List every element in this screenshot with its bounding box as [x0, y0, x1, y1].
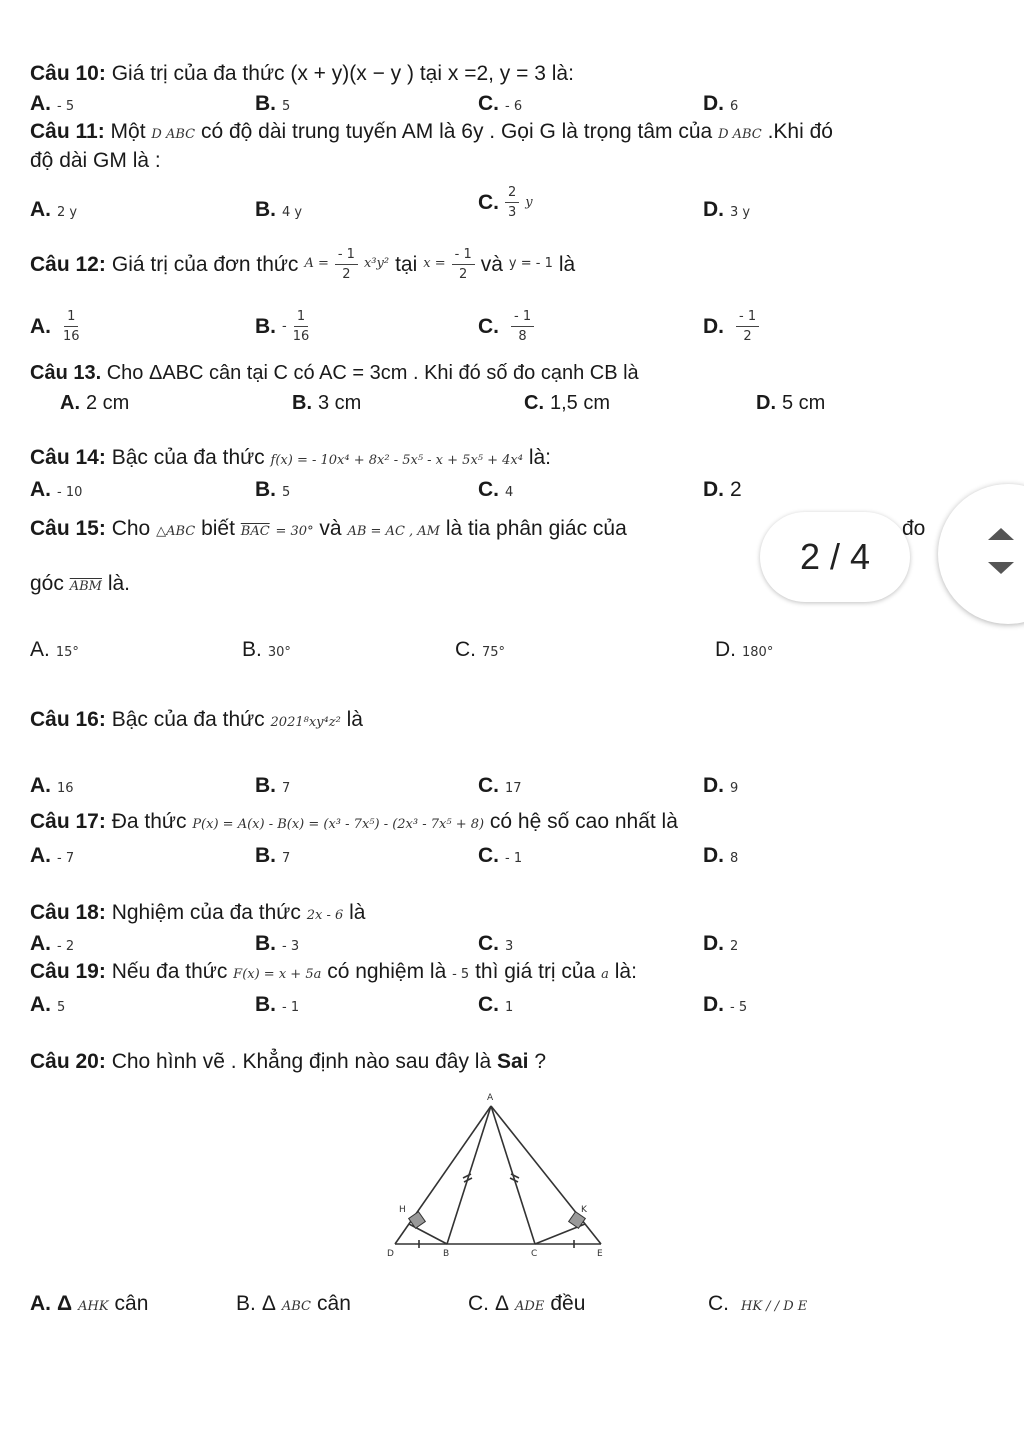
- label-k: K: [581, 1205, 587, 1215]
- q12-option-d[interactable]: D. $\frac{- 1}{2}$: [703, 310, 759, 343]
- q19-option-b[interactable]: B. - 1: [255, 993, 300, 1016]
- q13-label: Câu 13.: [30, 362, 102, 384]
- q12-label: Câu 12:: [30, 252, 106, 276]
- q13-option-c[interactable]: C. 1,5 cm: [524, 392, 611, 414]
- q11-label: Câu 11:: [30, 120, 105, 143]
- page-scroll-control[interactable]: [938, 484, 1024, 624]
- triangle-down-icon[interactable]: [988, 562, 1014, 574]
- q14-line: Câu 14: Bậc của đa thức f(x) = - 10x⁴ + 8x² - 5x⁵ - x + 5x⁵ + 4x⁴ là:: [30, 446, 551, 469]
- q16-line: Câu 16: Bậc của đa thức 2021⁸xy⁴z² là: [30, 708, 363, 731]
- q13-line: Câu 13. Cho ΔABC cân tại C có AC = 3cm . Khi đó số đo cạnh CB là: [30, 362, 639, 384]
- label-a: A: [487, 1093, 494, 1103]
- q15-option-b[interactable]: B. 30°: [242, 638, 291, 661]
- q10-option-b[interactable]: B. 5: [255, 92, 291, 115]
- q11-line: Câu 11: Một D ABC có độ dài trung tuyến AM là 6y . Gọi G là trọng tâm của D ABC .Khi đó: [30, 120, 833, 143]
- q14-option-d[interactable]: D. 2: [703, 478, 742, 501]
- q10-label: Câu 10:: [30, 62, 106, 85]
- q19-label: Câu 19:: [30, 960, 106, 983]
- page-indicator-text: 2 / 4: [799, 536, 871, 577]
- q11-option-d[interactable]: D. 3 y: [703, 198, 751, 221]
- q11-option-b[interactable]: B. 4 y: [255, 198, 303, 221]
- q19-option-a[interactable]: A. 5: [30, 993, 66, 1016]
- q15-option-c[interactable]: C. 75°: [455, 638, 506, 661]
- q14-option-c[interactable]: C. 4: [478, 478, 514, 501]
- q19-line: Câu 19: Nếu đa thức F(x) = x + 5a có nghiệm là - 5 thì giá trị của a là:: [30, 960, 637, 983]
- triangle-figure: [375, 1088, 635, 1268]
- q19-option-d[interactable]: D. - 5: [703, 993, 748, 1016]
- page-indicator: [760, 512, 910, 602]
- q10-line: [30, 62, 574, 86]
- q20-option-a[interactable]: A. Δ AHK cân: [30, 1292, 149, 1315]
- q16-option-b[interactable]: B. 7: [255, 774, 291, 797]
- q18-line: Câu 18: Nghiệm của đa thức 2x - 6 là: [30, 901, 366, 924]
- q19-option-c[interactable]: C. 1: [478, 993, 514, 1016]
- q11-option-a[interactable]: A. 2 y: [30, 198, 78, 221]
- q18-option-a[interactable]: A. - 2: [30, 932, 75, 955]
- q18-label: Câu 18:: [30, 901, 106, 924]
- label-b: B: [443, 1249, 450, 1259]
- q15-label: Câu 15:: [30, 517, 106, 540]
- q10-option-c[interactable]: C. - 6: [478, 92, 523, 115]
- q17-option-c[interactable]: C. - 1: [478, 844, 523, 867]
- q10-option-d[interactable]: D. 6: [703, 92, 739, 115]
- q13-option-a[interactable]: A. 2 cm: [60, 392, 130, 414]
- q14-option-a[interactable]: A. - 10: [30, 478, 83, 501]
- q16-option-d[interactable]: D. 9: [703, 774, 739, 797]
- q14-label: Câu 14:: [30, 446, 106, 469]
- q15-option-a[interactable]: A. 15°: [30, 638, 79, 661]
- q14-option-b[interactable]: B. 5: [255, 478, 291, 501]
- q10-option-a[interactable]: A. - 5: [30, 92, 75, 115]
- q20-label: Câu 20:: [30, 1050, 106, 1073]
- q17-label: Câu 17:: [30, 810, 106, 833]
- q15-option-d[interactable]: D. 180°: [715, 638, 774, 661]
- q16-label: Câu 16:: [30, 708, 106, 731]
- q20-line: Câu 20: Cho hình vẽ . Khẳng định nào sau đây là Sai ?: [30, 1050, 547, 1073]
- q18-option-b[interactable]: B. - 3: [255, 932, 300, 955]
- q15-line-2: góc $\overline{ABM}$ là.: [30, 572, 130, 595]
- q12-line: Câu 12: Giá trị của đơn thức A = $\frac{- 1}{2}$ x³y² tại x = $\frac{- 1}{2}$ và y = - 1 là: [30, 247, 576, 282]
- q15-line-end: đo: [902, 517, 926, 540]
- q20-option-c[interactable]: C. Δ ADE đều: [468, 1292, 586, 1315]
- triangle-up-icon[interactable]: [988, 528, 1014, 540]
- label-c: C: [531, 1249, 538, 1259]
- q17-option-a[interactable]: A. - 7: [30, 844, 75, 867]
- q17-option-d[interactable]: D. 8: [703, 844, 739, 867]
- q18-option-d[interactable]: D. 2: [703, 932, 739, 955]
- q17-line: Câu 17: Đa thức P(x) = A(x) - B(x) = (x³ - 7x⁵) - (2x³ - 7x⁵ + 8) có hệ số cao nhất là: [30, 810, 678, 833]
- q15-line: Câu 15: Cho △ABC biết $\overline{BAC} = 30^\circ$ và AB = AC , AM là tia phân giác của: [30, 517, 627, 540]
- q10-text: Giá trị của đa thức (x + y)(x − y ) tại x =2, y = 3 là:: [111, 62, 574, 85]
- q16-option-a[interactable]: A. 16: [30, 774, 74, 797]
- label-e: E: [597, 1249, 603, 1259]
- q12-option-a[interactable]: A. $\frac{1}{16}$: [30, 309, 80, 344]
- label-h: H: [399, 1205, 406, 1215]
- q16-option-c[interactable]: C. 17: [478, 774, 522, 797]
- fraction: $\frac{2}{3}$: [505, 186, 519, 219]
- q18-option-c[interactable]: C. 3: [478, 932, 514, 955]
- q11-line-2: độ dài GM là :: [30, 149, 161, 172]
- q11-option-c[interactable]: C. $\frac{2}{3}$ y: [478, 185, 533, 220]
- q12-option-c[interactable]: C. $\frac{- 1}{8}$: [478, 310, 534, 343]
- q20-option-b[interactable]: B. Δ ABC cân: [236, 1292, 351, 1315]
- q12-option-b[interactable]: B. - $\frac{1}{16}$: [255, 309, 310, 344]
- label-d: D: [387, 1249, 394, 1259]
- q20-option-d[interactable]: C. HK / / D E: [708, 1292, 808, 1315]
- q13-option-d[interactable]: D. 5 cm: [756, 392, 826, 414]
- q17-option-b[interactable]: B. 7: [255, 844, 291, 867]
- q13-option-b[interactable]: B. 3 cm: [292, 392, 362, 414]
